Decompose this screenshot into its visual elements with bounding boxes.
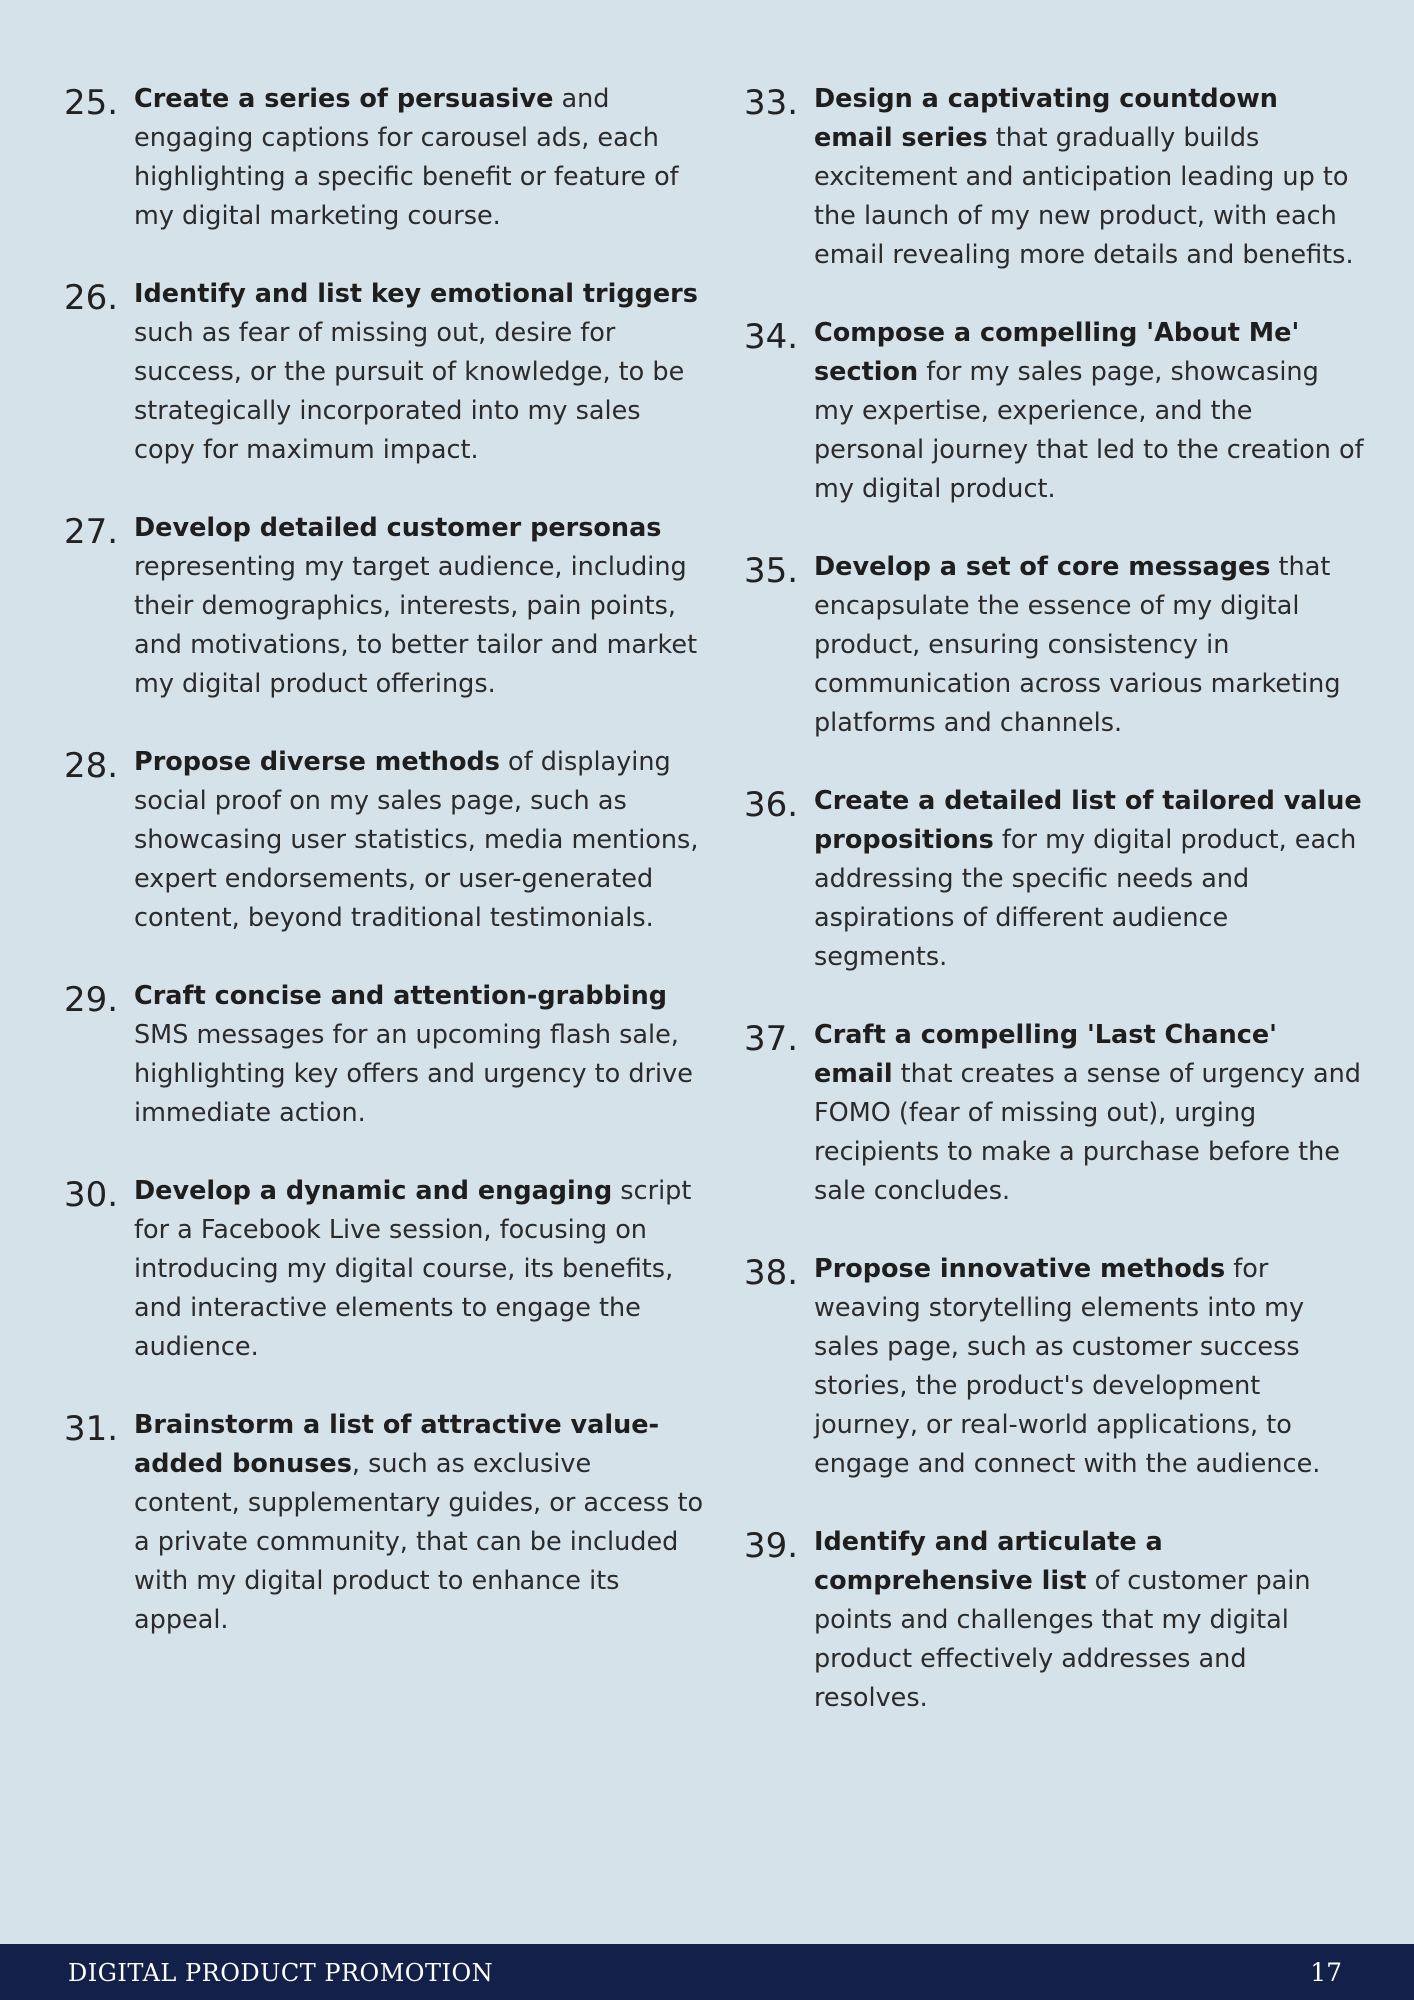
item-bold-lead: Create a series of persuasive: [134, 84, 554, 114]
item-number: 36.: [744, 785, 799, 825]
item-text: [814, 1016, 1364, 1211]
item-number: 34.: [744, 317, 799, 357]
item-body: that encapsulate the essence of my digital product, ensuring consistency in communication across various marketing platforms and channels.: [814, 552, 1341, 738]
page-number: 17: [1310, 1958, 1342, 1987]
item-bold-lead: Identify and articulate a comprehensive list: [814, 1527, 1163, 1596]
list-item: [744, 548, 1364, 743]
item-bold-lead: Propose innovative methods: [814, 1254, 1226, 1284]
item-number: 37.: [744, 1019, 799, 1059]
item-text: [134, 509, 704, 704]
list-item: [744, 782, 1364, 977]
item-number: 39.: [744, 1526, 799, 1566]
prompt-list: [64, 80, 1364, 1757]
item-bold-lead: Identify and list key emotional triggers: [134, 279, 698, 309]
item-body: that gradually builds excitement and anticipation leading up to the launch of my new product, with each email revealing more details and benefits.: [814, 123, 1354, 270]
item-number: 26.: [64, 278, 119, 318]
item-number: 33.: [744, 83, 799, 123]
item-body: for weaving storytelling elements into my sales page, such as customer success stories, the product's development journey, or real-world applications, to engage and connect with the audience.: [814, 1254, 1321, 1479]
item-body: for my digital product, each addressing the specific needs and aspirations of different audience segments.: [814, 825, 1357, 972]
item-text: [814, 1523, 1364, 1718]
item-text: [814, 80, 1364, 275]
item-bold-lead: Propose diverse methods: [134, 747, 500, 777]
list-item: [744, 314, 1364, 509]
item-text: [134, 1406, 704, 1640]
item-number: 27.: [64, 512, 119, 552]
item-text: [814, 548, 1364, 743]
item-number: 31.: [64, 1409, 119, 1449]
list-item: [64, 80, 704, 236]
item-text: [814, 314, 1364, 509]
item-text: [134, 743, 704, 938]
item-body: that creates a sense of urgency and FOMO (fear of missing out), urging recipients to make a purchase before the sale concludes.: [814, 1059, 1361, 1206]
right-column: [744, 80, 1364, 1757]
item-text: [134, 977, 704, 1133]
list-item: [64, 977, 704, 1133]
list-item: [64, 1172, 704, 1367]
list-item: [64, 1406, 704, 1640]
item-body: of customer pain points and challenges that my digital product effectively addresses and resolves.: [814, 1566, 1311, 1713]
item-text: [134, 1172, 704, 1367]
item-bold-lead: Design a captivating countdown email series: [814, 84, 1278, 153]
list-item: [744, 80, 1364, 275]
item-bold-lead: Compose a compelling 'About Me' section: [814, 318, 1300, 387]
item-number: 30.: [64, 1175, 119, 1215]
left-column: [64, 80, 704, 1757]
list-item: [64, 275, 704, 470]
item-body: SMS messages for an upcoming flash sale, highlighting key offers and urgency to drive immediate action.: [134, 1020, 693, 1128]
footer-bar: [0, 1944, 1414, 2000]
item-body: , such as exclusive content, supplementary guides, or access to a private community, that can be included with my digital product to enhance its appeal.: [134, 1449, 704, 1635]
footer-title: DIGITAL PRODUCT PROMOTION: [68, 1959, 494, 1987]
item-body: such as fear of missing out, desire for success, or the pursuit of knowledge, to be strategically incorporated into my sales copy for maximum impact.: [134, 318, 685, 465]
item-bold-lead: Brainstorm a list of attractive value-added bonuses: [134, 1410, 660, 1479]
item-number: 29.: [64, 980, 119, 1020]
item-bold-lead: Craft a compelling 'Last Chance' email: [814, 1020, 1277, 1089]
item-bold-lead: Develop a set of core messages: [814, 552, 1271, 582]
item-text: [134, 275, 704, 470]
item-number: 28.: [64, 746, 119, 786]
item-bold-lead: Develop a dynamic and engaging: [134, 1176, 613, 1206]
list-item: [64, 509, 704, 704]
list-item: [744, 1250, 1364, 1484]
item-number: 35.: [744, 551, 799, 591]
list-item: [64, 743, 704, 938]
item-body: of displaying social proof on my sales page, such as showcasing user statistics, media mentions, expert endorsements, or user-generated content, beyond traditional testimonials.: [134, 747, 699, 933]
item-body: for my sales page, showcasing my expertise, experience, and the personal journey that led to the creation of my digital product.: [814, 357, 1364, 504]
item-text: [134, 80, 704, 236]
item-bold-lead: Craft concise and attention-grabbing: [134, 981, 668, 1011]
item-bold-lead: Develop detailed customer personas: [134, 513, 662, 543]
list-item: [744, 1016, 1364, 1211]
item-text: [814, 1250, 1364, 1484]
item-text: [814, 782, 1364, 977]
item-body: and engaging captions for carousel ads, each highlighting a specific benefit or feature of my digital marketing course.: [134, 84, 679, 231]
list-item: [744, 1523, 1364, 1718]
item-body: representing my target audience, including their demographics, interests, pain points, and motivations, to better tailor and market my digital product offerings.: [134, 552, 698, 699]
item-number: 25.: [64, 83, 119, 123]
item-bold-lead: Create a detailed list of tailored value propositions: [814, 786, 1362, 855]
item-body: script for a Facebook Live session, focusing on introducing my digital course, its benefits, and interactive elements to engage the audience.: [134, 1176, 692, 1362]
item-number: 38.: [744, 1253, 799, 1293]
